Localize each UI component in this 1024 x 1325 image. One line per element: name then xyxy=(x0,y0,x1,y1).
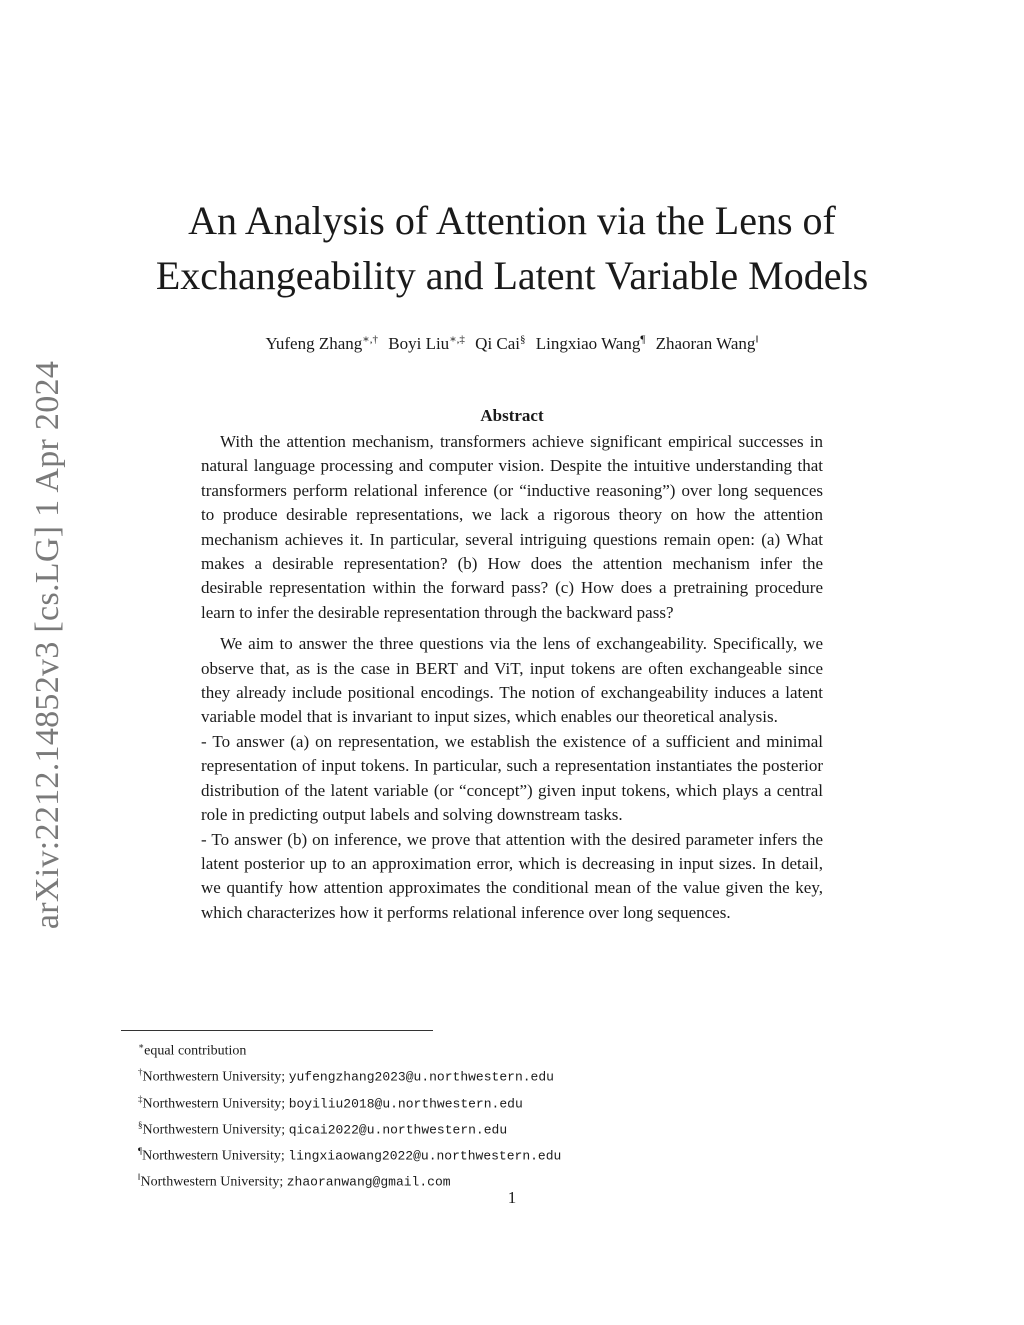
footnote: §Northwestern University; qicai2022@u.northwestern.edu xyxy=(138,1119,508,1138)
abstract-heading: Abstract xyxy=(480,406,544,425)
author: Lingxiao Wang¶ xyxy=(535,333,646,353)
page-number: 1 xyxy=(507,1188,517,1207)
author-list xyxy=(0,332,1024,354)
title-line-1: An Analysis of Attention via the Lens of xyxy=(188,198,836,243)
abstract-bullet: - To answer (a) on representation, we establish the existence of a sufficient and minimal representation of input tokens. In particular, such a representation instantiates the posterior distribution of the latent variable (or “concept”) given input tokens, which plays a central role in predicting output labels and solving downstream tasks. xyxy=(201,731,823,825)
abstract-bullet: - To answer (b) on inference, we prove that attention with the desired parameter infers the latent posterior up to an approximation error, which is decreasing in input sizes. In detail, we quantify how attention approximates the conditional mean of the value given the key, which characterizes how it performs relational inference over long sequences. xyxy=(201,829,823,922)
email-address: zhaoranwang@gmail.com xyxy=(286,1174,451,1190)
abstract-paragraph: We aim to answer the three questions via the lens of exchangeability. Specifically, we observe that, as is the case in BERT and ViT, input tokens are often exchangeable since they already include positional encodings. The notion of exchangeability induces a latent variable model that is invariant to input sizes, which enables our theoretical analysis. xyxy=(201,634,823,727)
footnotes xyxy=(138,1036,561,1194)
paper-title xyxy=(0,193,1024,303)
arxiv-identifier: arXiv:2212.14852v3 [cs.LG] 1 Apr 2024 xyxy=(29,360,66,930)
email-address: lingxiaowang2022@u.northwestern.edu xyxy=(288,1148,562,1164)
footnote-divider xyxy=(121,1030,433,1031)
email-address: yufengzhang2023@u.northwestern.edu xyxy=(288,1069,554,1085)
author: Qi Cai§ xyxy=(475,333,526,353)
footnote: †Northwestern University; yufengzhang2023@u.northwestern.edu xyxy=(138,1067,554,1085)
author: Zhaoran Wang‖ xyxy=(655,333,759,353)
footnote: ‖Northwestern University; zhaoranwang@gmail.com xyxy=(138,1172,451,1190)
title-line-2: Exchangeability and Latent Variable Models xyxy=(155,253,869,298)
footnote: ¶Northwestern University; lingxiaowang2022@u.northwestern.edu xyxy=(138,1146,562,1164)
author: Yufeng Zhang∗,† xyxy=(265,333,379,353)
email-address: boyiliu2018@u.northwestern.edu xyxy=(288,1096,523,1112)
author: Boyi Liu∗,‡ xyxy=(388,333,465,353)
footnote: ‡Northwestern University; boyiliu2018@u.northwestern.edu xyxy=(138,1093,523,1112)
email-address: qicai2022@u.northwestern.edu xyxy=(288,1122,508,1138)
abstract-paragraph: With the attention mechanism, transformers achieve significant empirical successes in natural language processing and computer vision. Despite the intuitive understanding that transformers perform relational inference (or “inductive reasoning”) over long sequences to produce desirable representations, we lack a rigorous theory on how the attention mechanism achieves it. In particular, several intriguing questions remain open: (a) What makes a desirable representation? (b) How does the attention mechanism infer the desirable representation within the forward pass? (c) How does a pretraining procedure learn to infer the desirable representation through the backward pass? xyxy=(201,432,823,622)
footnote: ∗equal contribution xyxy=(138,1041,247,1059)
abstract-body xyxy=(201,430,823,925)
